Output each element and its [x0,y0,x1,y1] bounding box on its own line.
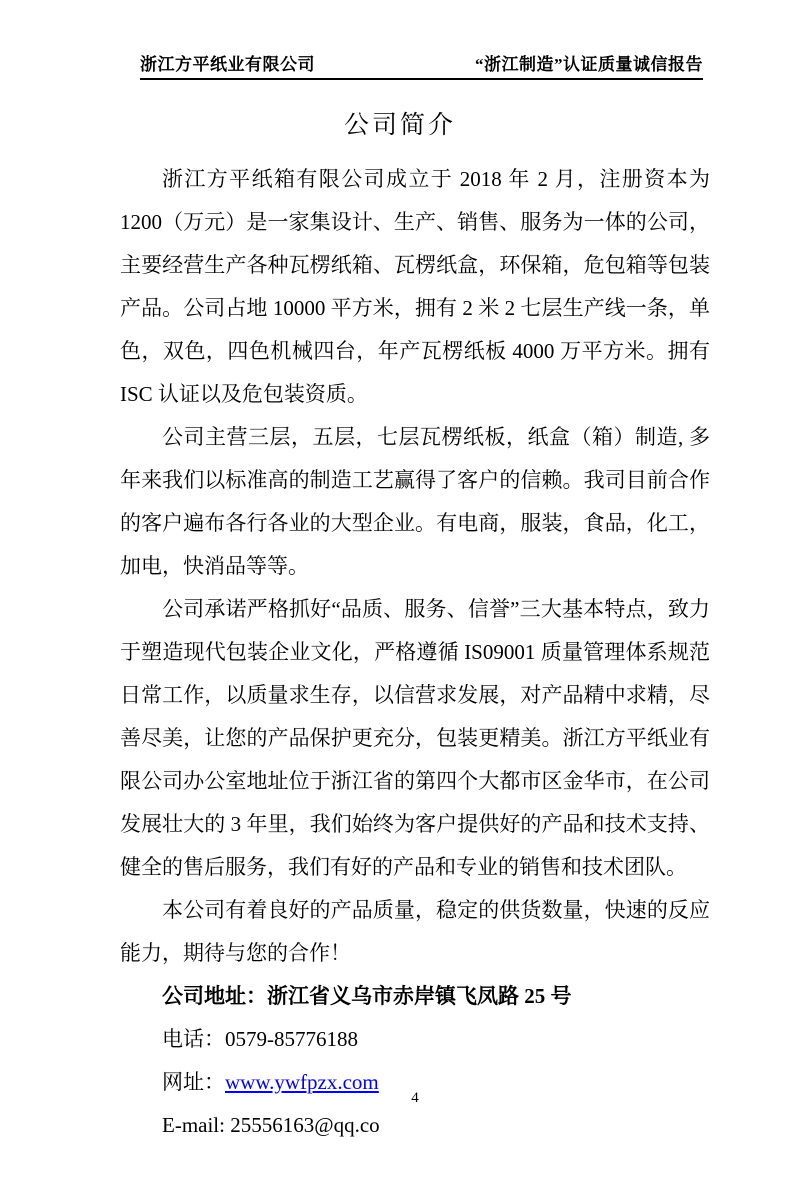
website-label: 网址： [162,1069,225,1094]
contact-phone: 电话：0579-85776188 [162,1026,358,1051]
document-body [120,158,710,1147]
page-number: 4 [411,1090,419,1106]
website-link[interactable]: www.ywfpzx.com [225,1069,379,1094]
contact-email: E-mail: 25556163@qq.co [162,1112,380,1137]
page-title: 公司简介 [343,112,456,139]
paragraph-company-overview: 浙江方平纸箱有限公司成立于 2018 年 2 月，注册资本为 1200（万元）是一家集设计、生产、销售、服务为一体的公司，主要经营生产各种瓦楞纸箱、瓦楞纸盒，环保箱，危包箱等包装产品。公司占地 10000 平方米，拥有 2 米 2 七层生产线一条，单色，双色，四色机械四台，年产瓦楞纸板 4000 万平方米。拥有 ISC 认证以及危包装资质。 [120,166,710,406]
header-report-title: “浙江制造”认证质量诚信报告 [475,55,703,74]
paragraph-main-business: 公司主营三层，五层，七层瓦楞纸板，纸盒（箱）制造, 多年来我们以标准高的制造工艺赢得了客户的信赖。我司目前合作的客户遍布各行各业的大型企业。有电商，服装，食品，化工，加电，快消品等等。 [120,424,710,578]
page-header [140,50,703,80]
header-company-name: 浙江方平纸业有限公司 [140,55,315,74]
paragraph-quality-commitment: 公司承诺严格抓好“品质、服务、信誉”三大基本特点，致力于塑造现代包装企业文化，严格遵循 IS09001 质量管理体系规范日常工作，以质量求生存，以信营求发展，对产品精中求精，尽善尽美，让您的产品保护更充分，包装更精美。浙江方平纸业有限公司办公室地址位于浙江省的第四个大都市区金华市，在公司发展壮大的 3 年里，我们始终为客户提供好的产品和技术支持、健全的售后服务，我们有好的产品和专业的销售和技术团队。 [120,596,710,879]
paragraph-cooperation-invite: 本公司有着良好的产品质量，稳定的供货数量，快速的反应能力，期待与您的合作！ [120,897,710,965]
contact-address: 公司地址：浙江省义乌市赤岸镇飞凤路 25 号 [162,983,572,1008]
